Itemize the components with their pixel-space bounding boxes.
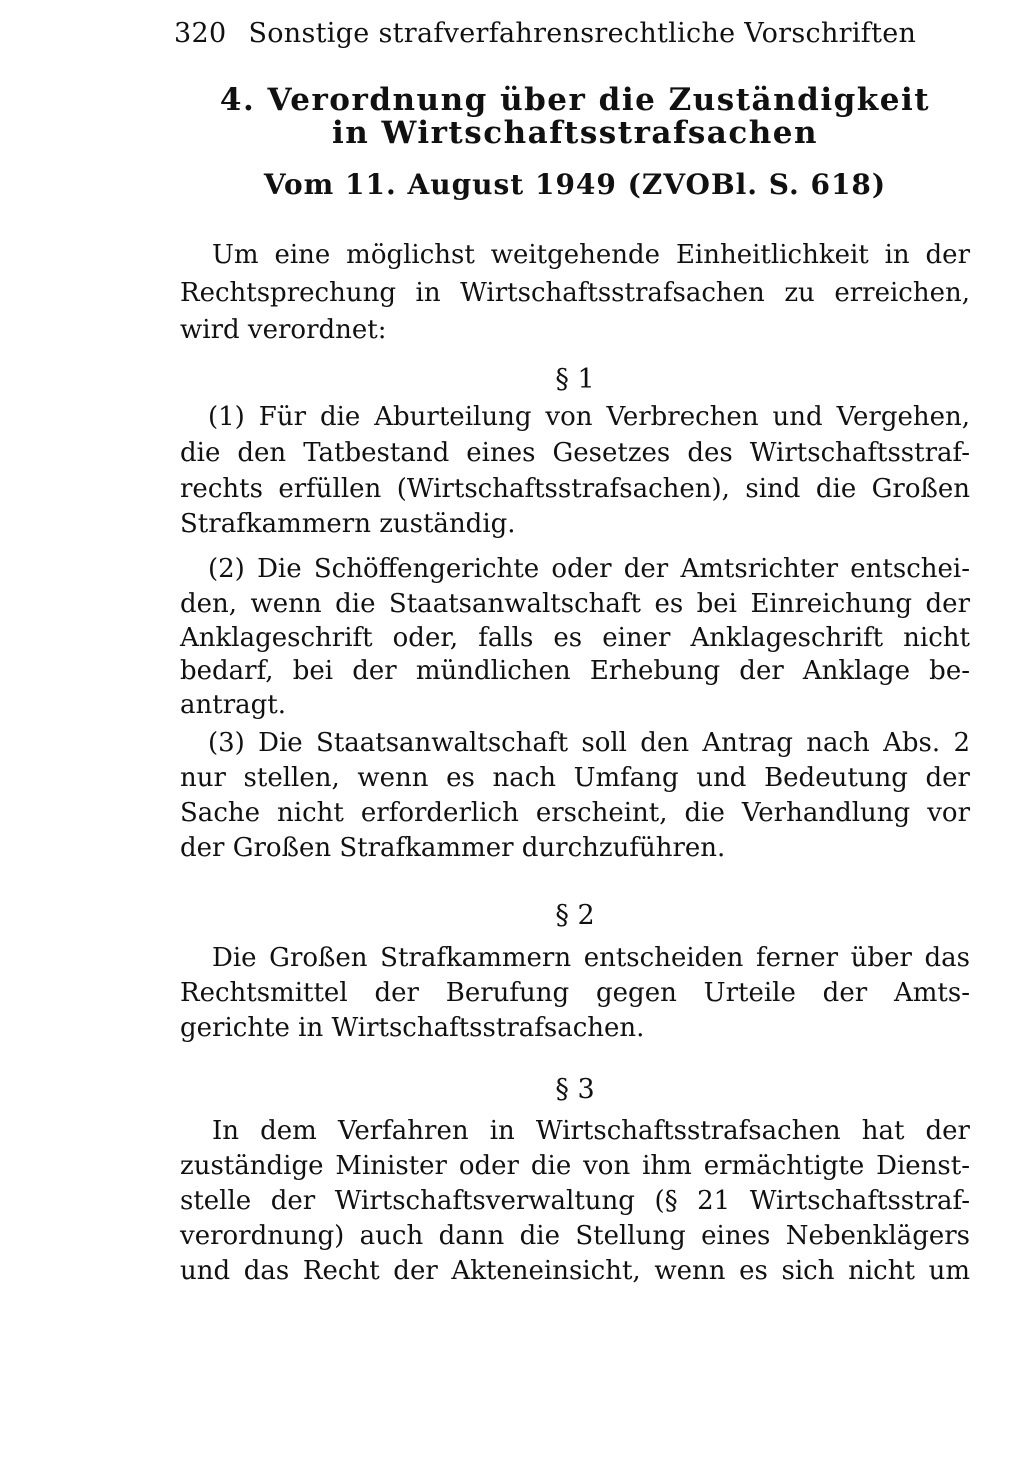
paragraph-line: Sache nicht erforderlich erscheint, die Verhandlung vor (180, 798, 970, 828)
section-heading-2: § 2 (555, 900, 595, 931)
paragraph-line: (2) Die Schöffengerichte oder der Amtsrichter entschei- (208, 554, 970, 584)
paragraph-line: antragt. (180, 690, 286, 720)
paragraph-line: Strafkammern zuständig. (180, 509, 516, 539)
paragraph-line: (1) Für die Aburteilung von Verbrechen und Vergehen, (208, 402, 970, 432)
paragraph-line: verordnung) auch dann die Stellung eines Nebenklägers (180, 1221, 970, 1251)
paragraph-line: nur stellen, wenn es nach Umfang und Bedeutung der (180, 763, 970, 793)
paragraph-line: der Großen Strafkammer durchzuführen. (180, 833, 726, 863)
preamble-line: wird verordnet: (180, 315, 387, 345)
paragraph-line: Anklageschrift oder, falls es einer Anklageschrift nicht (180, 623, 970, 653)
page-number: 320 (174, 18, 227, 49)
section-heading-3: § 3 (555, 1074, 595, 1105)
section-heading-1: § 1 (555, 364, 595, 395)
paragraph-line: In dem Verfahren in Wirtschaftsstrafsachen hat der (212, 1116, 970, 1146)
document-title-line-1: 4. Verordnung über die Zuständigkeit (219, 82, 931, 118)
document-title-line-2: in Wirtschaftsstrafsachen (331, 115, 819, 151)
paragraph-line: (3) Die Staatsanwaltschaft soll den Antrag nach Abs. 2 (208, 728, 970, 758)
paragraph-line: zuständige Minister oder die von ihm ermächtigte Dienst- (180, 1151, 970, 1181)
paragraph-line: und das Recht der Akteneinsicht, wenn es sich nicht um (180, 1256, 970, 1286)
paragraph-line: Rechtsmittel der Berufung gegen Urteile der Amts- (180, 978, 970, 1008)
running-head (174, 18, 934, 49)
paragraph-line: gerichte in Wirtschaftsstrafsachen. (180, 1013, 645, 1043)
paragraph-line: stelle der Wirtschaftsverwaltung (§ 21 Wirtschaftsstraf- (180, 1186, 970, 1216)
paragraph-line: Die Großen Strafkammern entscheiden ferner über das (212, 943, 970, 973)
paragraph-line: rechts erfüllen (Wirtschaftsstrafsachen), sind die Großen (180, 474, 970, 504)
paragraph-line: die den Tatbestand eines Gesetzes des Wirtschaftsstraf- (180, 438, 970, 468)
document-date: Vom 11. August 1949 (ZVOBl. S. 618) (263, 168, 887, 201)
paragraph-line: den, wenn die Staatsanwaltschaft es bei Einreichung der (180, 589, 970, 619)
preamble-line: Rechtsprechung in Wirtschaftsstrafsachen zu erreichen, (180, 278, 970, 308)
running-head-title: Sonstige strafverfahrensrechtliche Vorschriften (248, 18, 917, 49)
preamble-line: Um eine möglichst weitgehende Einheitlichkeit in der (212, 240, 970, 270)
paragraph-line: bedarf, bei der mündlichen Erhebung der Anklage be- (180, 656, 970, 686)
